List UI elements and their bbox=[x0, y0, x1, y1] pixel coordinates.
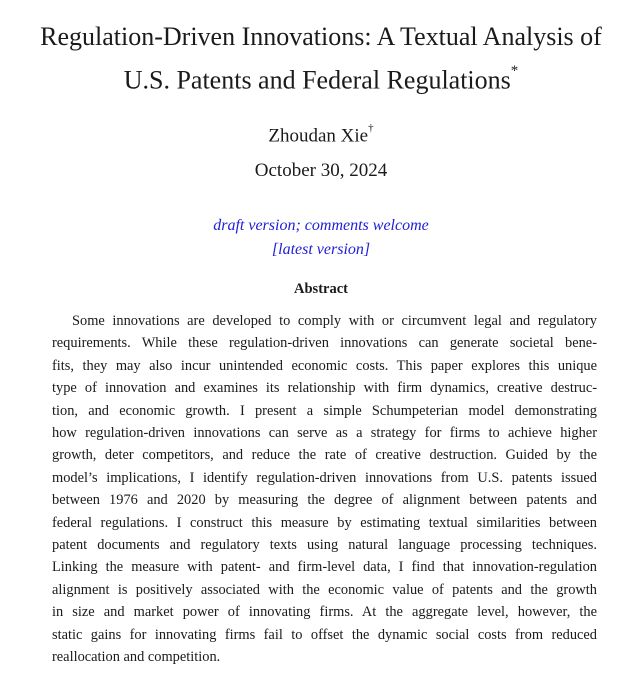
paper-title bbox=[0, 18, 642, 100]
abstract-line: type of innovation and examines its relationship with firm dynamics, creative destruc- bbox=[52, 380, 597, 397]
abstract-line: Linking the measure with patent- and firm-level data, I find that innovation-regulation bbox=[52, 559, 597, 576]
paper-date: October 30, 2024 bbox=[254, 160, 388, 181]
abstract-line: federal regulations. I construct this measure by estimating textual similarities between bbox=[52, 514, 597, 531]
abstract-line: reallocation and competition. bbox=[52, 649, 221, 666]
latest-version-link[interactable]: [latest version] bbox=[271, 241, 371, 258]
abstract-line: between 1976 and 2020 by measuring the degree of alignment between patents and bbox=[52, 492, 597, 509]
author-line bbox=[0, 118, 642, 149]
abstract-line: model’s implications, I identify regulation-driven innovations from U.S. patents issued bbox=[52, 469, 597, 486]
abstract-line: how regulation-driven innovations can serve as a strategy for firms to achieve higher bbox=[52, 425, 597, 442]
title-line-2-text: U.S. Patents and Federal Regulations bbox=[123, 65, 511, 95]
author-footnote-mark: † bbox=[368, 122, 374, 134]
author-name: Zhoudan Xie bbox=[268, 125, 369, 147]
title-line-2 bbox=[0, 56, 642, 100]
abstract-body bbox=[52, 310, 597, 669]
abstract-line: requirements. While these regulation-driven innovations can generate societal bene- bbox=[52, 335, 597, 352]
abstract-line: growth, deter competitors, and reduce the rate of creative destruction. Guided by the bbox=[52, 447, 597, 464]
abstract-line: static gains for innovating firms fail to offset the dynamic social costs from reduced bbox=[52, 626, 597, 643]
abstract-line: fits, they may also incur unintended economic costs. This paper explores this unique bbox=[52, 357, 597, 374]
abstract-heading: Abstract bbox=[294, 281, 348, 297]
title-line-1: Regulation-Driven Innovations: A Textual Analysis of bbox=[40, 22, 602, 51]
abstract-line: patent documents and regulatory texts using natural language processing techniques. bbox=[52, 537, 597, 554]
abstract-line: alignment is positively associated with the economic value of patents and the growth bbox=[52, 581, 597, 598]
abstract-line: tion, and economic growth. I present a simple Schumpeterian model demonstrating bbox=[52, 402, 597, 419]
title-footnote-mark: * bbox=[510, 63, 519, 79]
abstract-line: Some innovations are developed to comply with or circumvent legal and regulatory bbox=[72, 313, 597, 329]
abstract-line: in size and market power of innovating firms. At the aggregate level, however, the bbox=[52, 604, 597, 621]
draft-note: draft version; comments welcome bbox=[213, 217, 429, 234]
